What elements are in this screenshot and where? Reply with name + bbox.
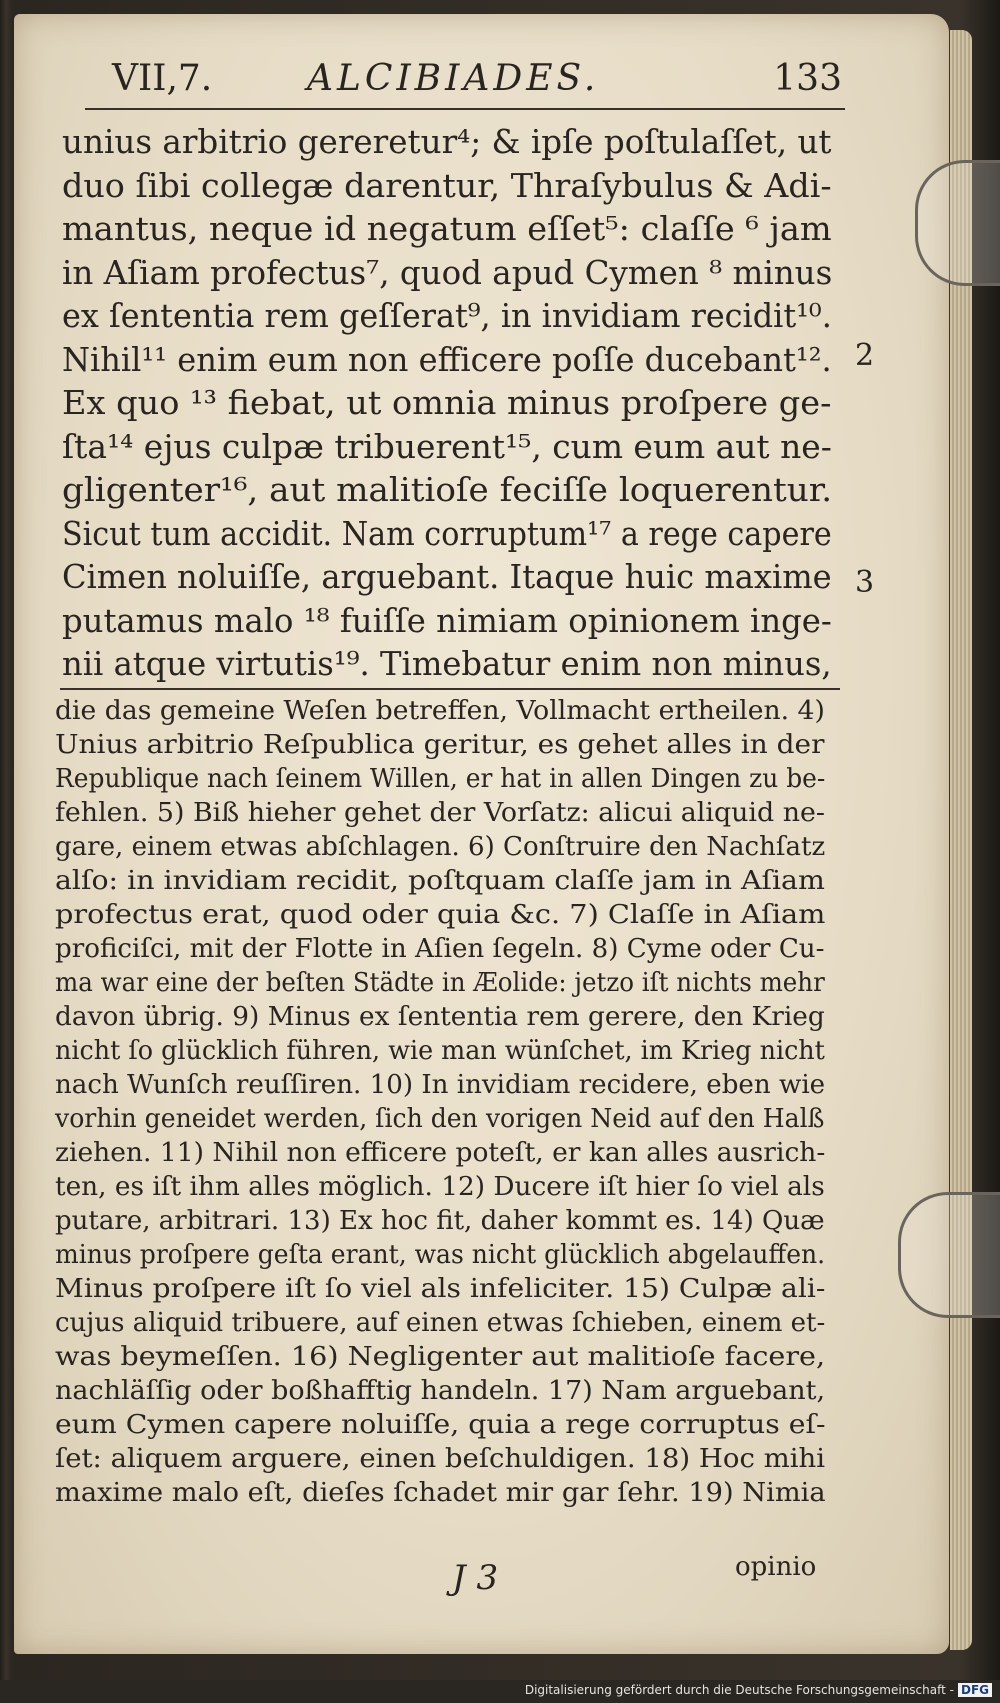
footnotes-block [55, 694, 835, 1510]
digitization-credit [525, 1683, 992, 1697]
page-clip [898, 1192, 1000, 1318]
main-text-line: putamus malo ¹⁸ fuiſſe nimiam opinionem inge- [62, 600, 832, 640]
page-number: 133 [773, 58, 842, 99]
header-rule [85, 108, 845, 110]
footnote-line: minus proſpere geſta erant, was nicht glücklich abgelauffen. [55, 1240, 826, 1270]
footnote-line: nach Wunſch reuſſiren. 10) In invidiam recidere, eben wie [55, 1070, 826, 1100]
footnote-line: ten, es iſt ihm alles möglich. 12) Ducere iſt hier ſo viel als [55, 1172, 825, 1202]
footnote-line: was beymeſſen. 16) Negligenter aut malitioſe facere, [55, 1342, 826, 1372]
footnote-line: Republique nach ſeinem Willen, er hat in allen Dingen zu be- [55, 764, 826, 794]
page-clip [915, 160, 1000, 286]
running-title: ALCIBIADES. [307, 58, 600, 99]
footnote-line: maxime malo eſt, dieſes ſchadet mir gar ſehr. 19) Nimia [55, 1478, 826, 1508]
running-header [112, 58, 842, 108]
main-text-line: ex ſententia rem geſſerat⁹, in invidiam recidit¹⁰. [62, 296, 832, 335]
footnote-line: davon übrig. 9) Minus ex ſententia rem gerere, den Krieg [55, 1002, 825, 1032]
main-text-line: Ex quo ¹³ fiebat, ut omnia minus proſpere ge- [62, 383, 832, 422]
footnote-line: proficiſci, mit der Flotte in Aſien ſegeln. 8) Cyme oder Cu- [55, 934, 825, 964]
footnote-line: ſet: aliquem arguere, einen beſchuldigen. 18) Hoc mihi [55, 1444, 826, 1474]
footnote-line: ma war eine der beſten Städte in Æolide: jetzo iſt nichts mehr [55, 968, 825, 998]
main-text-line: mantus, neque id negatum eſſet⁵: claſſe ⁶ jam [62, 209, 832, 248]
footnote-line: nachläſſig oder boßhafftig handeln. 17) Nam arguebant, [55, 1376, 826, 1406]
main-text-line: Nihil¹¹ enim eum non efficere poſſe ducebant¹². [62, 339, 832, 379]
margin-number: 2 [855, 338, 875, 373]
footnote-line: putare, arbitrari. 13) Ex hoc fit, daher kommt es. 14) Quæ [55, 1206, 825, 1236]
footnote-line: die das gemeine Weſen betreffen, Vollmacht ertheilen. 4) [55, 696, 825, 726]
main-text-line: unius arbitrio gereretur⁴; & ipſe poſtulaſſet, ut [62, 122, 832, 161]
main-text-line: Cimen noluiſſe, arguebant. Itaque huic maxime [62, 557, 832, 596]
catchword: opinio [735, 1552, 817, 1582]
footnote-line: ziehen. 11) Nihil non efficere poteſt, er kan alles ausrich- [55, 1138, 826, 1168]
signature-mark: J 3 [452, 1558, 499, 1598]
credit-text: Digitalisierung gefördert durch die Deutsche Forschungsgemeinschaft - [524, 1683, 954, 1697]
footnote-line: gare, einem etwas abſchlagen. 6) Conſtruire den Nachſatz [55, 832, 826, 862]
main-text-line: gligenter¹⁶, aut malitioſe feciſſe loquerentur. [62, 470, 833, 509]
main-text-line: Sicut tum accidit. Nam corruptum¹⁷ a rege capere [62, 513, 832, 553]
footnote-line: eum Cymen capere noluiſſe, quia a rege corruptus eſ- [55, 1410, 826, 1440]
chapter-ref: VII,7. [112, 58, 213, 99]
footnote-line: Minus proſpere iſt ſo viel als infeliciter. 15) Culpæ ali- [55, 1274, 826, 1304]
footnote-line: alſo: in invidiam recidit, poſtquam claſſe jam in Aſiam [55, 866, 825, 896]
footnote-line: cujus aliquid tribuere, auf einen etwas ſchieben, einem et- [55, 1308, 826, 1338]
main-text-line: duo ſibi collegæ darentur, Thraſybulus & Adi- [62, 165, 832, 205]
main-text-block [62, 120, 842, 686]
dfg-logo: DFG [958, 1683, 992, 1697]
main-text-line: nii atque virtutis¹⁹. Timebatur enim non minus, [62, 644, 832, 683]
footnote-line: profectus erat, quod oder quia &c. 7) Claſſe in Aſiam [55, 900, 826, 930]
footnote-line: Unius arbitrio Reſpublica geritur, es gehet alles in der [55, 730, 825, 760]
main-text-line: in Aſiam profectus⁷, quod apud Cymen ⁸ minus [62, 252, 833, 292]
margin-number: 3 [855, 565, 875, 600]
main-text-line: ſta¹⁴ ejus culpæ tribuerent¹⁵, cum eum aut ne- [62, 426, 832, 466]
footnote-line: vorhin geneidet werden, ſich den vorigen Neid auf den Halß [55, 1104, 825, 1134]
footnote-line: nicht ſo glücklich führen, wie man wünſchet, im Krieg nicht [55, 1036, 825, 1066]
footnote-line: fehlen. 5) Biß hieher gehet der Vorſatz: alicui aliquid ne- [55, 798, 825, 828]
notes-rule [60, 688, 840, 690]
